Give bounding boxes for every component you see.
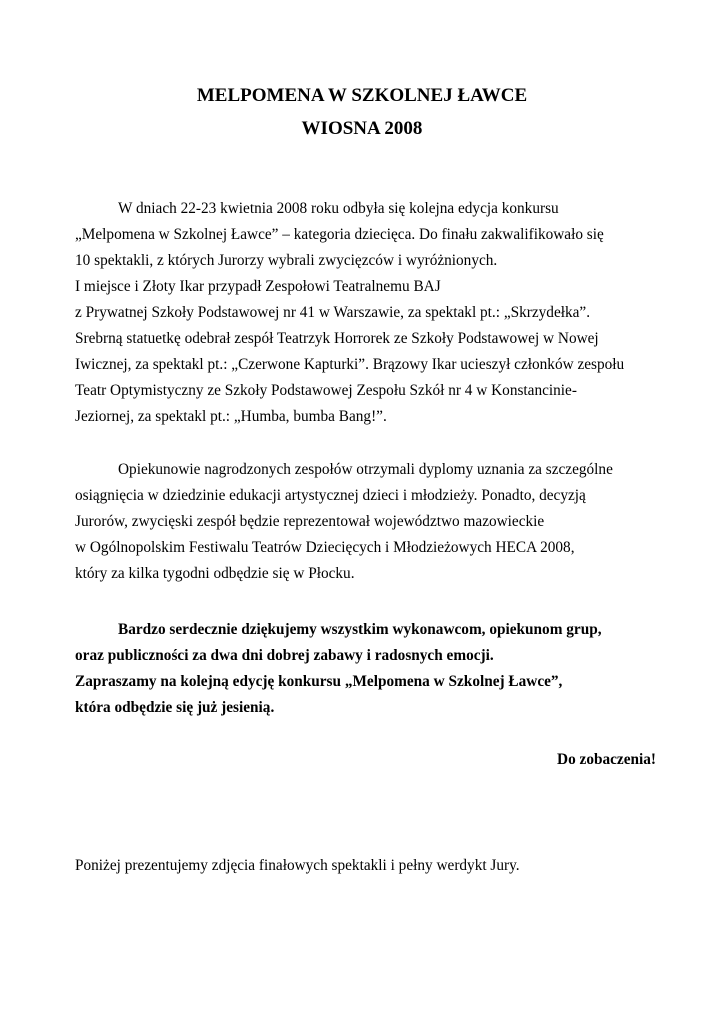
- paragraph1-line: Iwicznej, za spektakl pt.: „Czerwone Kapturki”. Brązowy Ikar ucieszył członków zespołu: [75, 356, 625, 373]
- paragraph1-line: 10 spektakli, z których Jurorzy wybrali zwycięzców i wyróżnionych.: [75, 252, 498, 269]
- paragraph2-line: w Ogólnopolskim Festiwalu Teatrów Dziecięcych i Młodzieżowych HECA 2008,: [75, 539, 575, 556]
- paragraph1-line: z Prywatnej Szkoły Podstawowej nr 41 w Warszawie, za spektakl pt.: „Skrzydełka”.: [75, 304, 591, 321]
- paragraph1-line: Srebrną statuetkę odebrał zespół Teatrzyk Horrorek ze Szkoły Podstawowej w Nowej: [75, 330, 599, 347]
- document-title: MELPOMENA W SZKOLNEJ ŁAWCE: [196, 85, 528, 106]
- paragraph1-line: I miejsce i Złoty Ikar przypadł Zespołowi Teatralnemu BAJ: [75, 278, 441, 295]
- invitation-line: Zapraszamy na kolejną edycję konkursu „Melpomena w Szkolnej Ławce”,: [75, 673, 563, 690]
- paragraph2-line: który za kilka tygodni odbędzie się w Płocku.: [75, 565, 355, 582]
- thanks-line: Bardzo serdecznie dziękujemy wszystkim wykonawcom, opiekunom grup,: [118, 621, 602, 638]
- document-subtitle: WIOSNA 2008: [301, 118, 423, 139]
- invitation-line: która odbędzie się już jesienią.: [75, 699, 275, 716]
- footer-note: Poniżej prezentujemy zdjęcia finałowych spektakli i pełny werdykt Jury.: [75, 857, 520, 874]
- paragraph1-line: „Melpomena w Szkolnej Ławce” – kategoria dziecięca. Do finału zakwalifikowało się: [75, 226, 604, 243]
- paragraph2-line: osiągnięcia w dziedzinie edukacji artystycznej dzieci i młodzieży. Ponadto, decyzją: [75, 487, 586, 504]
- thanks-line: oraz publiczności za dwa dni dobrej zabawy i radosnych emocji.: [75, 647, 494, 664]
- paragraph1-line: Jeziornej, za spektakl pt.: „Humba, bumba Bang!”.: [75, 408, 387, 425]
- paragraph2-line: Opiekunowie nagrodzonych zespołów otrzymali dyplomy uznania za szczególne: [118, 461, 613, 478]
- closing-signoff: Do zobaczenia!: [557, 751, 656, 768]
- paragraph2-line: Jurorów, zwycięski zespół będzie reprezentował województwo mazowieckie: [75, 513, 545, 530]
- paragraph1-line: Teatr Optymistyczny ze Szkoły Podstawowej Zespołu Szkół nr 4 w Konstancinie-: [75, 382, 577, 399]
- paragraph1-line: W dniach 22-23 kwietnia 2008 roku odbyła się kolejna edycja konkursu: [118, 200, 559, 217]
